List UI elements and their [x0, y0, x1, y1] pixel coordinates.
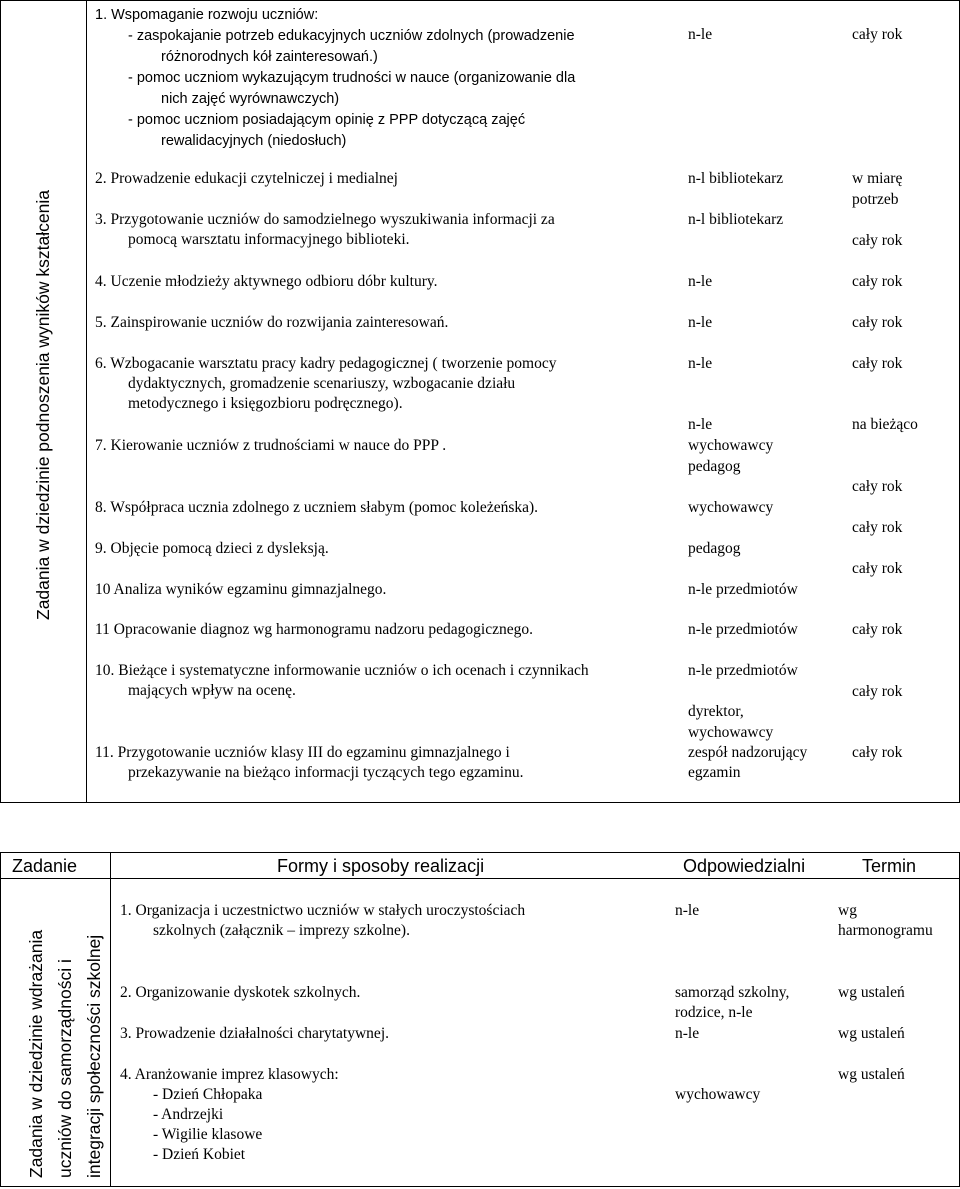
responsible: n-l bibliotekarz [688, 211, 784, 228]
task-text: 11. Przygotowanie uczniów klasy III do egzaminu gimnazjalnego i [95, 744, 510, 761]
task-text: 11 Opracowanie diagnoz wg harmonogramu nadzoru pedagogicznego. [95, 621, 534, 638]
task-text: 2. Organizowanie dyskotek szkolnych. [120, 984, 361, 1001]
responsible: zespół nadzorujący [688, 744, 808, 761]
header-term: Termin [862, 856, 917, 876]
task-text: pomocą warsztatu informacyjnego biblioteki. [128, 231, 410, 248]
responsible: n-le [688, 355, 713, 372]
responsible: n-le [688, 314, 713, 331]
table-border [0, 0, 1, 803]
responsible: n-le [675, 902, 700, 919]
section-label: integracji społeczności szkolnej [84, 934, 104, 1178]
term: cały rok [852, 519, 903, 536]
term: cały rok [852, 621, 903, 638]
task-text: - pomoc uczniom posiadającym opinię z PPP dotyczącą zajęć [128, 112, 526, 128]
task-text: 7. Kierowanie uczniów z trudnościami w nauce do PPP . [95, 437, 447, 454]
responsible: wychowawcy [688, 724, 774, 741]
task-text: szkolnych (załącznik – imprezy szkolne). [153, 922, 410, 939]
task-text: 8. Współpraca ucznia zdolnego z uczniem słabym (pomoc koleżeńska). [95, 499, 539, 516]
task-text: 6. Wzbogacanie warsztatu pracy kadry pedagogicznej ( tworzenie pomocy [95, 355, 557, 372]
table-border [0, 852, 1, 1187]
responsible: n-le przedmiotów [688, 621, 798, 638]
responsible: pedagog [688, 458, 741, 475]
term: wg ustaleń [838, 984, 905, 1001]
task-text: metodycznego i księgozbioru podręcznego). [128, 395, 403, 412]
term: w miarę [852, 170, 903, 187]
task-text: - pomoc uczniom wykazującym trudności w nauce (organizowanie dla [128, 70, 576, 86]
responsible: n-l bibliotekarz [688, 170, 784, 187]
term: na bieżąco [852, 416, 918, 433]
task-text: różnorodnych kół zainteresowań.) [161, 49, 378, 65]
term: potrzeb [852, 191, 899, 208]
term: wg ustaleń [838, 1066, 905, 1083]
task-text: mających wpływ na ocenę. [128, 682, 296, 699]
task-text: rewalidacyjnych (niedosłuch) [161, 133, 347, 149]
header-task: Zadanie [12, 856, 78, 876]
term: cały rok [852, 744, 903, 761]
term: cały rok [852, 355, 903, 372]
responsible: wychowawcy [688, 437, 774, 454]
table-border [110, 852, 111, 1187]
task-text: 4. Uczenie młodzieży aktywnego odbioru dóbr kultury. [95, 273, 438, 290]
term: cały rok [852, 478, 903, 495]
header-responsible: Odpowiedzialni [683, 856, 806, 876]
task-text: 3. Prowadzenie działalności charytatywnej. [120, 1025, 389, 1042]
task-text: 10. Bieżące i systematyczne informowanie uczniów o ich ocenach i czynnikach [95, 662, 589, 679]
task-text: 1. Organizacja i uczestnictwo uczniów w stałych uroczystościach [120, 902, 526, 919]
table-border [0, 878, 960, 879]
term: wg [838, 902, 857, 919]
task-text: dydaktycznych, gromadzenie scenariuszy, wzbogacanie działu [128, 375, 516, 392]
task-text: 10 Analiza wyników egzaminu gimnazjalnego. [95, 581, 387, 598]
task-text: 2. Prowadzenie edukacji czytelniczej i medialnej [95, 170, 398, 187]
table-border [86, 0, 87, 803]
term: cały rok [852, 683, 903, 700]
term: harmonogramu [838, 922, 933, 939]
responsible: rodzice, n-le [675, 1004, 753, 1021]
table-border [0, 852, 960, 853]
responsible: samorząd szkolny, [675, 984, 790, 1001]
term: cały rok [852, 560, 903, 577]
responsible: n-le przedmiotów [688, 662, 798, 679]
responsible: dyrektor, [688, 703, 744, 720]
term: cały rok [852, 232, 903, 249]
term: cały rok [852, 26, 903, 43]
task-text: 9. Objęcie pomocą dzieci z dysleksją. [95, 540, 329, 557]
task-text: 4. Aranżowanie imprez klasowych: [120, 1066, 339, 1083]
task-text: - zaspokajanie potrzeb edukacyjnych uczniów zdolnych (prowadzenie [128, 28, 575, 44]
responsible: n-le [675, 1025, 700, 1042]
table-border [0, 802, 960, 803]
term: cały rok [852, 273, 903, 290]
table-border [0, 0, 960, 1]
responsible: n-le [688, 26, 713, 43]
header-forms: Formy i sposoby realizacji [277, 856, 485, 876]
task-text: 5. Zainspirowanie uczniów do rozwijania zainteresowań. [95, 314, 449, 331]
task-text: - Dzień Chłopaka [153, 1086, 263, 1103]
task-text: 3. Przygotowanie uczniów do samodzielnego wyszukiwania informacji za [95, 211, 555, 228]
responsible: wychowawcy [688, 499, 774, 516]
responsible: pedagog [688, 540, 741, 557]
task-text: przekazywanie na bieżąco informacji tyczących tego egzaminu. [128, 764, 524, 781]
section-label: Zadania w dziedzinie wdrażania [26, 929, 46, 1178]
responsible: wychowawcy [675, 1086, 761, 1103]
task-text: 1. Wspomaganie rozwoju uczniów: [95, 7, 319, 23]
task-text: - Wigilie klasowe [153, 1126, 263, 1143]
responsible: n-le przedmiotów [688, 581, 798, 598]
responsible: n-le [688, 416, 713, 433]
responsible: n-le [688, 273, 713, 290]
table-border [0, 1186, 960, 1187]
term: cały rok [852, 314, 903, 331]
term: wg ustaleń [838, 1025, 905, 1042]
responsible: egzamin [688, 764, 741, 781]
task-text: - Andrzejki [153, 1106, 224, 1123]
task-text: - Dzień Kobiet [153, 1146, 246, 1163]
task-text: nich zajęć wyrównawczych) [161, 91, 340, 107]
section-label: Zadania w dziedzinie podnoszenia wyników kształcenia [33, 190, 53, 620]
section-label: uczniów do samorządności i [55, 959, 75, 1178]
